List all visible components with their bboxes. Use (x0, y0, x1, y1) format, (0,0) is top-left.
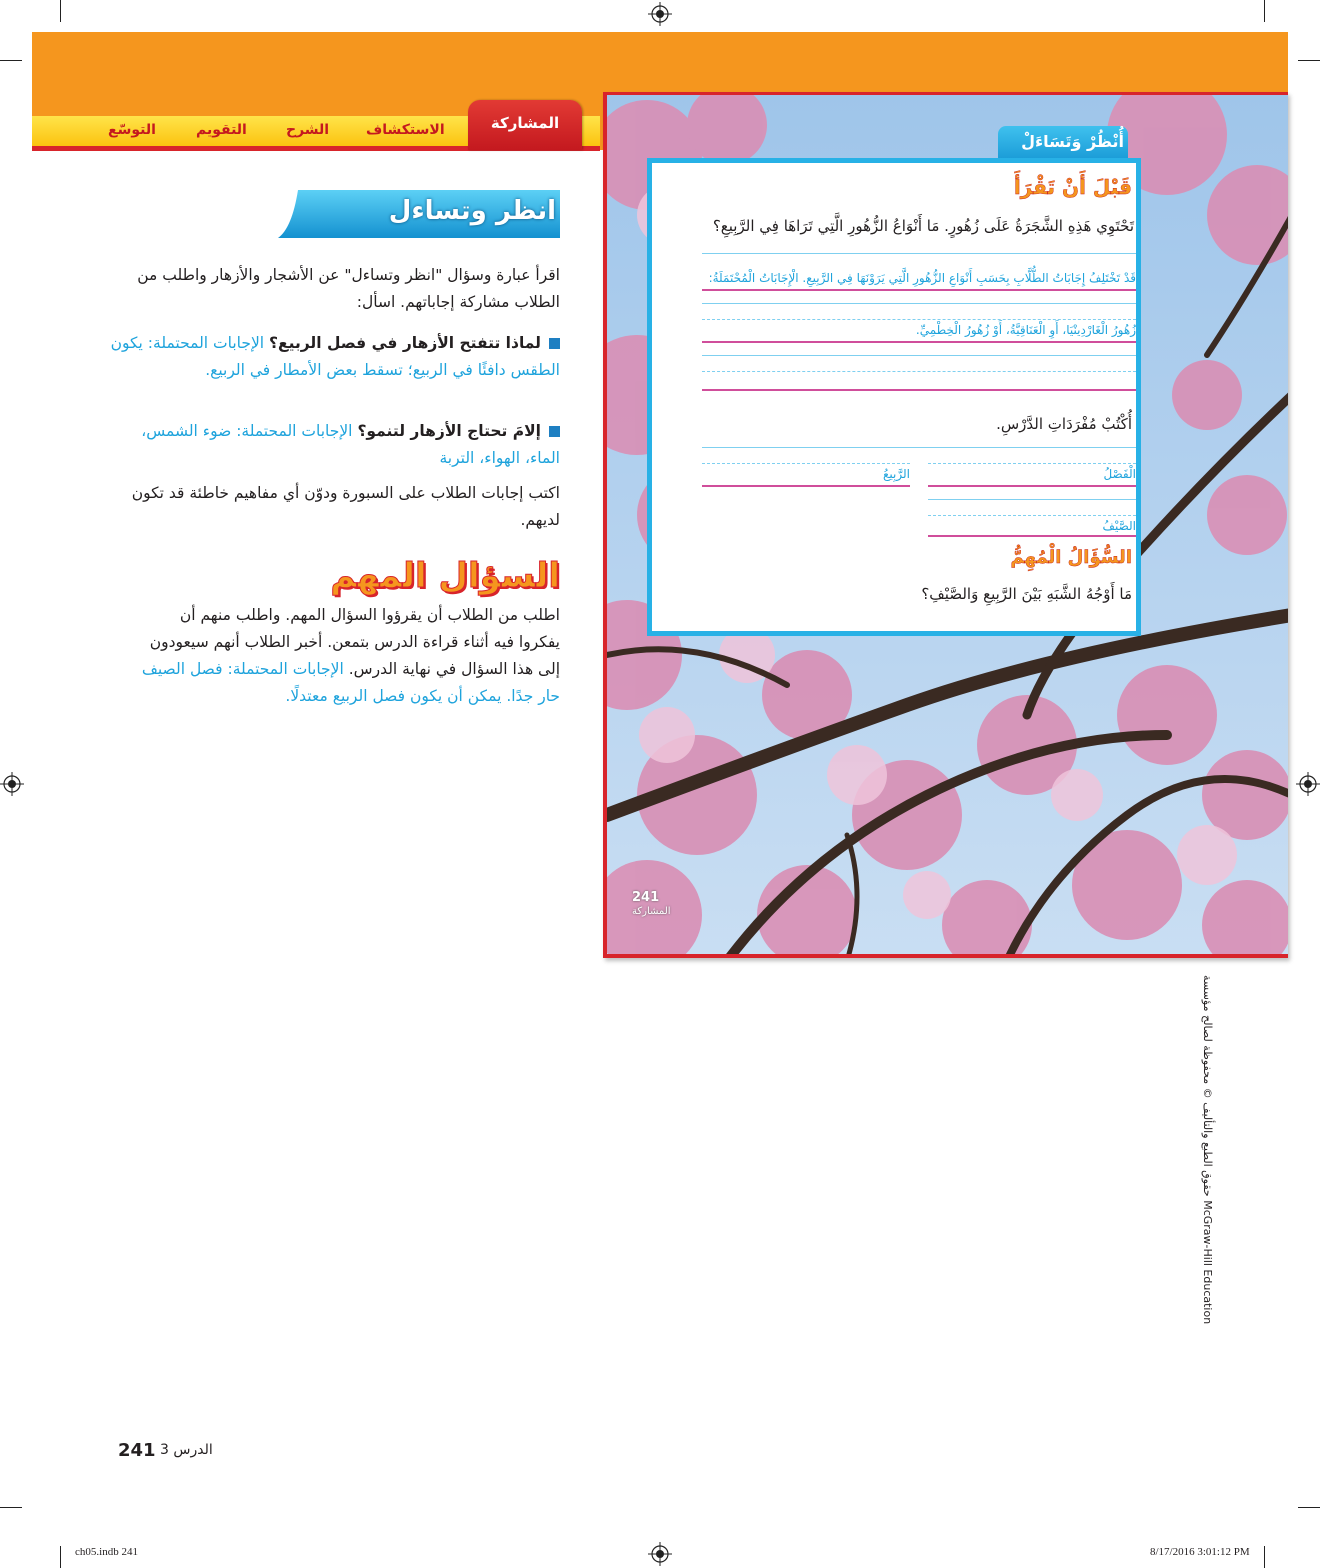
crop-mark (1264, 1546, 1265, 1568)
registration-mark-icon (648, 1542, 672, 1566)
writing-line (702, 389, 1136, 391)
tab-explain[interactable]: الشرح (286, 122, 330, 138)
dashed-line (702, 371, 1136, 372)
crop-mark (1298, 1507, 1320, 1508)
writing-line (702, 289, 1136, 291)
dashed-line (702, 463, 910, 464)
page-number: 241 (118, 1440, 156, 1461)
tab-explore[interactable]: الاستكشاف (366, 122, 445, 138)
bullet-square-icon (549, 338, 560, 349)
registration-mark-icon (648, 2, 672, 26)
crop-mark (1298, 60, 1320, 61)
essential-question-heading: السؤال المهم (330, 556, 560, 596)
crop-mark (0, 1507, 22, 1508)
copyright-vertical: حقوق الطبع والتأليف © محفوظة لصالح مؤسسة McGraw-Hill Education (1201, 975, 1214, 1325)
answer-text: قَدْ تَخْتَلِفُ إِجَابَاتُ الطُّلَّابِ بِحَسَبِ أَنْوَاعِ الزُّهُورِ الَّتِي يَرَوْنَهَا فِي الرَّبِيعِ. الْإِجَابَاتُ الْمُحْتَمَلَةُ: (708, 271, 1136, 285)
crop-mark (1264, 0, 1265, 22)
slug-file: ch05.indb 241 (75, 1546, 138, 1558)
writing-line (702, 485, 910, 487)
answer-text: زُهُورُ الْغَارْدِينْيَا، أَوِ الْعَنَاقِيَّةُ، أَوْ زُهُورُ الْخِطْمِيِّ. (915, 323, 1136, 337)
crop-mark (60, 0, 61, 22)
writing-line (702, 447, 1136, 448)
slug-date: 8/17/2016 3:01:12 PM (1150, 1546, 1250, 1558)
tab-extend[interactable]: التوسّع (108, 122, 156, 138)
activity-card (647, 158, 1141, 636)
writing-line (702, 253, 1136, 254)
before-reading-heading: قَبْلَ أَنْ تَقْرَأَ (1013, 175, 1132, 199)
registration-mark-icon (0, 772, 24, 796)
tab-evaluate[interactable]: التقويم (196, 122, 247, 138)
essential-question-heading: السُّؤَالُ الْمُهِمُّ (1010, 547, 1132, 568)
vocab-word: الْفَصْلُ (1103, 467, 1136, 481)
student-look-and-wonder-label: أُنْظُرْ وَتَسَاءَلْ (1021, 132, 1124, 151)
writing-line (928, 499, 1136, 500)
essential-question-paragraph: اطلب من الطلاب أن يقرؤوا السؤال المهم. واطلب منهم أن يفكروا فيه أثناء قراءة الدرس بتمعن. أخبر الطلاب أنهم سيعودون إلى هذا السؤال في نهاية الدرس. الإجابات المحتملة: فصل الصيف حار جدًا. يمكن أن يكون فصل الربيع معتدلًا. (141, 606, 560, 705)
bullet-item: لماذا تتفتح الأزهار في فصل الربيع؟ الإجابات المحتملة: يكون الطقس دافئًا في الربيع؛ تسقط بعض الأمطار في الربيع. (110, 334, 560, 379)
lesson-label: الدرس 3 (160, 1442, 213, 1458)
writing-line (928, 535, 1136, 537)
prompt-text: تَحْتَوِي هَذِهِ الشَّجَرَةُ عَلَى زُهُورٍ. مَا أَنْوَاعُ الزُّهُورِ الَّتِي تَرَاهَا فِي الرَّبِيعِ؟ (712, 217, 1134, 235)
look-and-wonder-title: انظر وتساءل (388, 196, 556, 226)
misconceptions-paragraph: اكتب إجابات الطلاب على السبورة ودوّن أي مفاهيم خاطئة قد تكون لديهم. (131, 484, 560, 529)
intro-paragraph: اقرأ عبارة وسؤال "انظر وتساءل" عن الأشجار والأزهار واطلب من الطلاب مشاركة إجاباتهم. اسأل: (137, 266, 560, 311)
writing-line (928, 485, 1136, 487)
writing-line (702, 341, 1136, 343)
essential-question-text: مَا أَوْجُهُ الشَّبَهِ بَيْنَ الرَّبِيعِ وَالصَّيْفِ؟ (921, 585, 1132, 603)
bullet-square-icon (549, 426, 560, 437)
dashed-line (928, 463, 1136, 464)
tab-engage[interactable]: المشاركة (468, 100, 582, 150)
vocab-word: الرَّبِيعُ (883, 467, 910, 481)
crop-mark (60, 1546, 61, 1568)
writing-line (702, 355, 1136, 356)
dashed-line (928, 515, 1136, 516)
vocab-prompt: أُكْتُبْ مُفْرَدَاتِ الدَّرْسِ. (996, 415, 1132, 433)
student-page-label: المشاركة (632, 906, 671, 917)
student-page-number: 241 (632, 890, 660, 905)
writing-line (702, 303, 1136, 304)
dashed-line (702, 319, 1136, 320)
bullet-item: إلامَ تحتاج الأزهار لتنمو؟ الإجابات المحتملة: ضوء الشمس، الماء، الهواء، التربة (141, 422, 560, 467)
crop-mark (0, 60, 22, 61)
vocab-word: الصَّيْفُ (1102, 519, 1136, 533)
registration-mark-icon (1296, 772, 1320, 796)
